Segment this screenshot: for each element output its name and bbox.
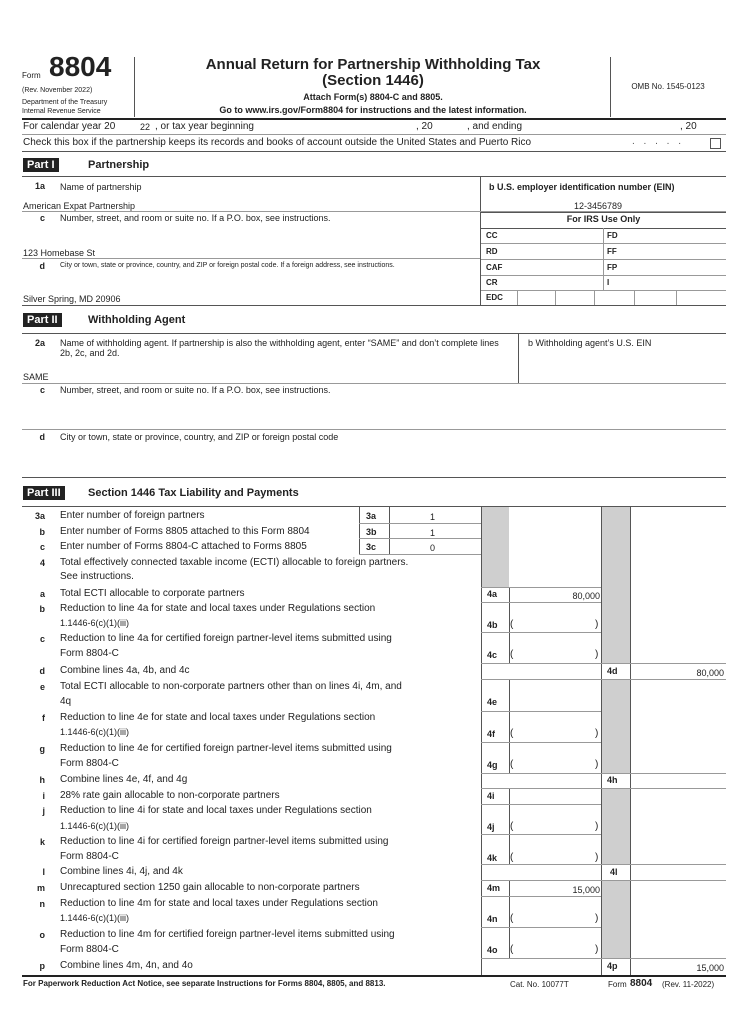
foreign-records-checkbox[interactable] xyxy=(710,138,721,149)
line-4-text-2: See instructions. xyxy=(60,571,134,582)
irs-code-cr: CR xyxy=(486,278,498,287)
line-4g-text-1: Reduction to line 4e for certified foreign partner-level items submitted using xyxy=(60,743,392,754)
and-ending-label: , and ending xyxy=(467,121,523,132)
box-3b-label: 3b xyxy=(366,527,377,537)
line-4j-number: j xyxy=(42,806,45,816)
line-4e-number: e xyxy=(39,682,45,692)
line-4o-text-1: Reduction to line 4m for certified foreign partner-level items submitted using xyxy=(60,929,395,940)
line-4a-text: Total ECTI allocable to corporate partners xyxy=(60,588,245,599)
line-4g-number: g xyxy=(39,744,45,754)
box-4i-label: 4i xyxy=(487,791,495,801)
line-4n-text-1: Reduction to line 4m for state and local taxes under Regulations section xyxy=(60,898,378,909)
irs-code-fd: FD xyxy=(607,231,618,240)
box-4n-label: 4n xyxy=(487,914,498,924)
box-4g-label: 4g xyxy=(487,760,498,770)
combined-4p-field[interactable]: 15,000 xyxy=(696,963,724,973)
foreign-partners-count-field[interactable]: 1 xyxy=(430,512,436,522)
box-4k-label: 4k xyxy=(487,853,498,863)
line-4j-text-2: 1.1446-6(c)(1)(iii) xyxy=(60,821,130,831)
line-4-number: 4 xyxy=(39,558,45,568)
line-4m-number: m xyxy=(36,883,45,893)
line-4f-text-2: 1.1446-6(c)(1)(iii) xyxy=(60,727,130,737)
line-4e-text-2: 4q xyxy=(60,696,72,707)
line-4p-text: Combine lines 4m, 4n, and 4o xyxy=(60,960,193,971)
line-4f-text-1: Reduction to line 4e for state and local taxes under Regulations section xyxy=(60,712,376,723)
line-3a-number: 3a xyxy=(34,511,45,521)
close-paren: ) xyxy=(595,649,599,660)
partnership-ein-field[interactable]: 12-3456789 xyxy=(574,201,623,211)
goto-instruction: Go to www.irs.gov/Form8804 for instructions and the latest information. xyxy=(219,105,527,115)
leader-dots: . . . . . xyxy=(632,136,685,147)
line-4k-text-2: Form 8804-C xyxy=(60,851,119,862)
open-paren: ( xyxy=(510,821,514,832)
line-1c-label: Number, street, and room or suite no. If a P.O. box, see instructions. xyxy=(60,213,331,223)
box-4c-label: 4c xyxy=(487,650,498,660)
open-paren: ( xyxy=(510,649,514,660)
line-3c-number: c xyxy=(39,542,45,552)
paperwork-notice: For Paperwork Reduction Act Notice, see separate Instructions for Forms 8804, 8805, and 8813. xyxy=(23,979,386,988)
line-4j-text-1: Reduction to line 4i for state and local taxes under Regulations section xyxy=(60,805,372,816)
part-2-title: Withholding Agent xyxy=(88,314,186,326)
irs-code-caf: CAF xyxy=(486,263,503,272)
forms-8804c-count-field[interactable]: 0 xyxy=(430,543,436,553)
partnership-street-field[interactable]: 123 Homebase St xyxy=(23,248,96,258)
part-3-title: Section 1446 Tax Liability and Payments xyxy=(88,487,299,499)
open-paren: ( xyxy=(510,944,514,955)
line-1d-label: City or town, state or province, country, and ZIP or foreign postal code. If a foreign address, see instructions. xyxy=(60,262,395,269)
line-3a-text: Enter number of foreign partners xyxy=(60,510,205,521)
line-4i-text: 28% rate gain allocable to non-corporate partners xyxy=(60,790,280,801)
omb-number: OMB No. 1545-0123 xyxy=(631,82,705,91)
line-4g-text-2: Form 8804-C xyxy=(60,758,119,769)
line-4n-number: n xyxy=(39,899,45,909)
line-1a-label: Name of partnership xyxy=(60,182,142,192)
line-4-text-1: Total effectively connected taxable income (ECTI) allocable to foreign partners. xyxy=(60,557,409,568)
irs-code-fp: FP xyxy=(607,263,618,272)
line-3c-text: Enter number of Forms 8804-C attached to Forms 8805 xyxy=(60,541,307,552)
close-paren: ) xyxy=(595,728,599,739)
line-4b-text-1: Reduction to line 4a for state and local taxes under Regulations section xyxy=(60,603,376,614)
line-1d-number: d xyxy=(39,261,45,271)
line-4m-text: Unrecaptured section 1250 gain allocable to non-corporate partners xyxy=(60,882,360,893)
form-title: Annual Return for Partnership Withholding Tax xyxy=(205,56,541,73)
open-paren: ( xyxy=(510,759,514,770)
line-4d-text: Combine lines 4a, 4b, and 4c xyxy=(60,665,190,676)
line-4h-number: h xyxy=(39,775,45,785)
line-4l-number: l xyxy=(42,867,45,877)
box-4j-label: 4j xyxy=(487,822,495,832)
close-paren: ) xyxy=(595,619,599,630)
open-paren: ( xyxy=(510,852,514,863)
line-2a-label: Name of withholding agent. If partnership is also the withholding agent, enter “SAME” and don’t complete lines 2b, 2c, and 2d. xyxy=(60,338,499,358)
irs-use-only-heading: For IRS Use Only xyxy=(566,214,641,224)
line-4d-number: d xyxy=(39,666,45,676)
part-2-label: Part II xyxy=(23,313,62,327)
box-4m-label: 4m xyxy=(487,883,501,893)
line-1c-number: c xyxy=(39,213,45,223)
irs-code-ff: FF xyxy=(607,247,617,256)
box-3c-label: 3c xyxy=(366,542,377,552)
box-4d-label: 4d xyxy=(607,666,618,676)
line-2d-label: City or town, state or province, country, and ZIP or foreign postal code xyxy=(60,432,339,442)
form-word: Form xyxy=(22,71,41,80)
part-1-title: Partnership xyxy=(88,159,150,171)
line-4c-text-1: Reduction to line 4a for certified foreign partner-level items submitted using xyxy=(60,633,392,644)
open-paren: ( xyxy=(510,728,514,739)
part-1-label: Part I xyxy=(23,158,59,172)
line-2b-label: b Withholding agent’s U.S. EIN xyxy=(528,338,652,348)
box-4h-label: 4h xyxy=(607,775,618,785)
box-4o-label: 4o xyxy=(487,945,498,955)
line-2c-label: Number, street, and room or suite no. If a P.O. box, see instructions. xyxy=(60,385,331,395)
department-line-2: Internal Revenue Service xyxy=(22,108,101,115)
department-line-1: Department of the Treasury xyxy=(22,99,108,106)
partnership-city-field[interactable]: Silver Spring, MD 20906 xyxy=(23,294,121,304)
open-paren: ( xyxy=(510,913,514,924)
line-3b-text: Enter number of Forms 8805 attached to this Form 8804 xyxy=(60,526,310,537)
line-4i-number: i xyxy=(42,791,45,801)
close-paren: ) xyxy=(595,759,599,770)
footer-form-word: Form xyxy=(608,980,627,989)
form-revision: (Rev. November 2022) xyxy=(22,87,93,94)
box-4l-label: 4l xyxy=(610,867,618,877)
line-4k-number: k xyxy=(39,837,45,847)
line-4k-text-1: Reduction to line 4i for certified foreign partner-level items submitted using xyxy=(60,836,389,847)
close-paren: ) xyxy=(595,821,599,832)
part-3-label: Part III xyxy=(23,486,65,500)
line-4o-text-2: Form 8804-C xyxy=(60,944,119,955)
line-2c-number: c xyxy=(39,385,45,395)
form-number: 8804 xyxy=(49,51,112,82)
irs-code-i: I xyxy=(607,278,610,287)
open-paren: ( xyxy=(510,619,514,630)
line-3b-number: b xyxy=(39,527,45,537)
irs-code-rd: RD xyxy=(486,247,498,256)
ending-year-label: , 20 xyxy=(680,121,697,132)
line-1a-number: 1a xyxy=(34,181,45,191)
close-paren: ) xyxy=(595,944,599,955)
tax-year-beginning-label: , or tax year beginning xyxy=(155,121,254,132)
close-paren: ) xyxy=(595,913,599,924)
line-4n-text-2: 1.1446-6(c)(1)(iii) xyxy=(60,913,130,923)
box-4b-label: 4b xyxy=(487,620,498,630)
calendar-year-prefix: For calendar year 20 xyxy=(23,121,116,132)
line-4o-number: o xyxy=(39,930,45,940)
line-4a-number: a xyxy=(39,589,45,599)
irs-code-cc: CC xyxy=(486,231,498,240)
foreign-records-checkbox-label: Check this box if the partnership keeps its records and books of account outside the United States and Puerto Rico xyxy=(23,137,532,148)
beginning-year-label: , 20 xyxy=(416,121,433,132)
combined-4d-field[interactable]: 80,000 xyxy=(696,668,724,678)
irs-code-edc: EDC xyxy=(486,293,503,302)
line-1b-label: b U.S. employer identification number (EIN) xyxy=(489,182,675,192)
line-2d-number: d xyxy=(39,432,45,442)
line-4c-number: c xyxy=(39,634,45,644)
line-4b-text-2: 1.1446-6(c)(1)(iii) xyxy=(60,618,130,628)
line-4f-number: f xyxy=(42,713,45,723)
box-4e-label: 4e xyxy=(487,697,498,707)
withholding-agent-name-field[interactable]: SAME xyxy=(23,372,49,382)
footer-form-number: 8804 xyxy=(630,978,653,989)
line-4c-text-2: Form 8804-C xyxy=(60,648,119,659)
box-4p-label: 4p xyxy=(607,961,618,971)
box-3a-label: 3a xyxy=(366,511,377,521)
unrecaptured-1250-gain-field[interactable]: 15,000 xyxy=(572,885,600,895)
close-paren: ) xyxy=(595,852,599,863)
footer-revision: (Rev. 11-2022) xyxy=(662,980,715,989)
forms-8805-count-field[interactable]: 1 xyxy=(430,528,436,538)
partnership-name-field[interactable]: American Expat Partnership xyxy=(23,201,136,211)
form-subtitle: (Section 1446) xyxy=(322,72,424,89)
calendar-year-value[interactable]: 22 xyxy=(140,122,151,132)
ecti-corporate-field[interactable]: 80,000 xyxy=(572,591,600,601)
box-4f-label: 4f xyxy=(487,729,496,739)
box-4a-label: 4a xyxy=(487,589,498,599)
line-4h-text: Combine lines 4e, 4f, and 4g xyxy=(60,774,188,785)
line-4b-number: b xyxy=(39,604,45,614)
line-4e-text-1: Total ECTI allocable to non-corporate partners other than on lines 4i, 4m, and xyxy=(60,681,402,692)
line-4l-text: Combine lines 4i, 4j, and 4k xyxy=(60,866,183,877)
line-2a-number: 2a xyxy=(34,338,45,348)
catalog-number: Cat. No. 10077T xyxy=(510,980,569,989)
attach-instruction: Attach Form(s) 8804-C and 8805. xyxy=(303,92,443,102)
line-4p-number: p xyxy=(39,961,45,971)
